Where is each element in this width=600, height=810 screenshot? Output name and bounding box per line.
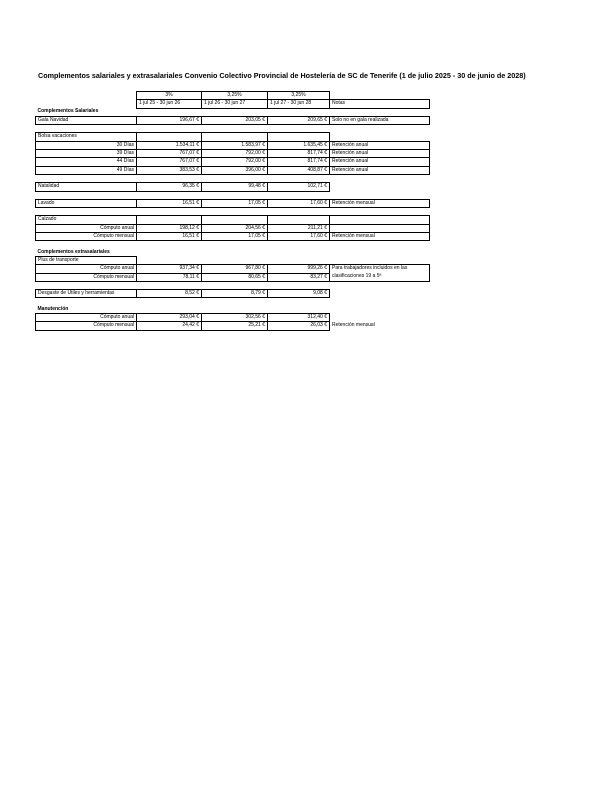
table-row [36,233,430,241]
gala-label: Gala Navidad [36,116,137,124]
header-period-row [36,100,430,108]
manutencion-value: 312,40 € [268,314,330,322]
gala-value-3: 209,65 € [268,116,330,124]
calzado-note [330,224,430,232]
calzado-value: 17,60 € [268,233,330,241]
period-year-2: 1 jul 26 - 30 jun 27 [202,100,268,108]
transporte-note: Para trabajadores incluidos en las [330,265,430,273]
pct-year-3: 3,25% [268,92,330,100]
calzado-heading: Calzado [36,216,137,224]
salariales-heading: Complementos Salariales [37,108,99,115]
manutencion-value: 26,03 € [268,322,330,330]
complements-table [35,91,430,331]
transporte-value: 83,27 € [268,273,330,281]
table-row [36,314,430,322]
calzado-note: Retención mensual [330,233,430,241]
pct-year-2: 3,25% [202,92,268,100]
transporte-value: 78,11 € [137,273,202,281]
bolsa-value: 1.583,97 € [202,141,268,149]
transporte-label: Cómputo mensual [36,273,137,281]
transporte-note: clasificaciones 19 a 5ª [330,273,430,281]
calzado-value: 204,56 € [202,224,268,232]
manutencion-value: 302,56 € [202,314,268,322]
desgaste-value-2: 8,79 € [202,290,268,298]
bolsa-note: Retención anual [330,150,430,158]
period-year-3: 1 jul 27 - 30 jun 28 [268,100,330,108]
calzado-value: 17,05 € [202,233,268,241]
bolsa-value: 383,53 € [137,166,202,174]
table-row [36,141,430,149]
bolsa-value: 817,74 € [268,150,330,158]
manutencion-note [330,314,430,322]
bolsa-note: Retención anual [330,141,430,149]
natalidad-label: Natalidad [36,183,137,191]
transporte-value: 999,26 € [268,265,330,273]
manutencion-value: 293,04 € [137,314,202,322]
natalidad-value-3: 102,71 € [268,183,330,191]
table-row [36,166,430,174]
pct-year-1: 3% [137,92,202,100]
bolsa-heading: Bolsa vacaciones [36,133,137,141]
bolsa-note: Retención anual [330,166,430,174]
transporte-value: 80,65 € [202,273,268,281]
transporte-label: Cómputo anual [36,265,137,273]
bolsa-value: 1.534,11 € [137,141,202,149]
section-heading-row [36,108,430,116]
calzado-label: Cómputo anual [36,224,137,232]
manutencion-label: Cómputo anual [36,314,137,322]
gala-value-1: 196,67 € [137,116,202,124]
manutencion-note: Retención mensual [332,322,375,329]
lavado-note: Retención mensual [330,199,430,207]
manutencion-value: 24,42 € [137,322,202,330]
bolsa-value: 408,87 € [268,166,330,174]
bolsa-value: 792,00 € [202,158,268,166]
header-pct-row [36,92,430,100]
desgaste-value-3: 9,08 € [268,290,330,298]
lavado-value-2: 17,05 € [202,199,268,207]
page-title: Complementos salariales y extrasalariales Convenio Colectivo Provincial de Hostelería de SC de Tenerife (1 de julio 2025 - 30 de junio de 2028) [38,71,526,80]
lavado-row [36,199,430,207]
bolsa-value: 792,00 € [202,150,268,158]
section-heading-row [36,249,430,257]
plus-heading-row [36,256,430,264]
lavado-value-1: 16,51 € [137,199,202,207]
calzado-label: Cómputo mensual [36,233,137,241]
table-row [36,265,430,273]
lavado-value-3: 17,60 € [268,199,330,207]
bolsa-label: 30 Días [36,141,137,149]
bolsa-value: 817,74 € [268,158,330,166]
table-row [36,158,430,166]
natalidad-value-1: 96,35 € [137,183,202,191]
calzado-value: 211,21 € [268,224,330,232]
table-row [36,273,430,281]
desgaste-label: Desgaste de Útiles y herramientas [36,290,137,298]
lavado-label: Lavado [36,199,137,207]
period-year-1: 1 jul 25 - 30 jun 26 [137,100,202,108]
table-row [36,224,430,232]
extrasalariales-heading: Complementos extrasalariales [37,248,110,255]
bolsa-value: 396,00 € [202,166,268,174]
calzado-value: 16,51 € [137,233,202,241]
plus-transporte-heading: Plus de transporte [36,256,137,264]
table-row [36,322,430,330]
manutencion-heading: Manutención [37,305,69,312]
transporte-value: 967,80 € [202,265,268,273]
manutencion-label: Cómputo mensual [36,322,137,330]
bolsa-heading-row [36,133,430,141]
bolsa-value: 767,07 € [137,158,202,166]
natalidad-row [36,183,430,191]
desgaste-value-1: 8,52 € [137,290,202,298]
gala-value-2: 203,05 € [202,116,268,124]
notes-header: Notas [330,100,430,108]
bolsa-label: 49 Días [36,166,137,174]
bolsa-note: Retención anual [330,158,430,166]
natalidad-value-2: 99,48 € [202,183,268,191]
gala-note: Solo no en gala realizada [330,116,430,124]
calzado-heading-row [36,216,430,224]
desgaste-row [36,290,430,298]
calzado-value: 198,12 € [137,224,202,232]
manutencion-value: 25,21 € [202,322,268,330]
bolsa-value: 1.635,45 € [268,141,330,149]
bolsa-label: 44 Días [36,158,137,166]
gala-row [36,116,430,124]
transporte-value: 937,34 € [137,265,202,273]
table-row [36,150,430,158]
bolsa-label: 39 Días [36,150,137,158]
manutencion-heading-row [36,306,430,314]
bolsa-value: 767,07 € [137,150,202,158]
